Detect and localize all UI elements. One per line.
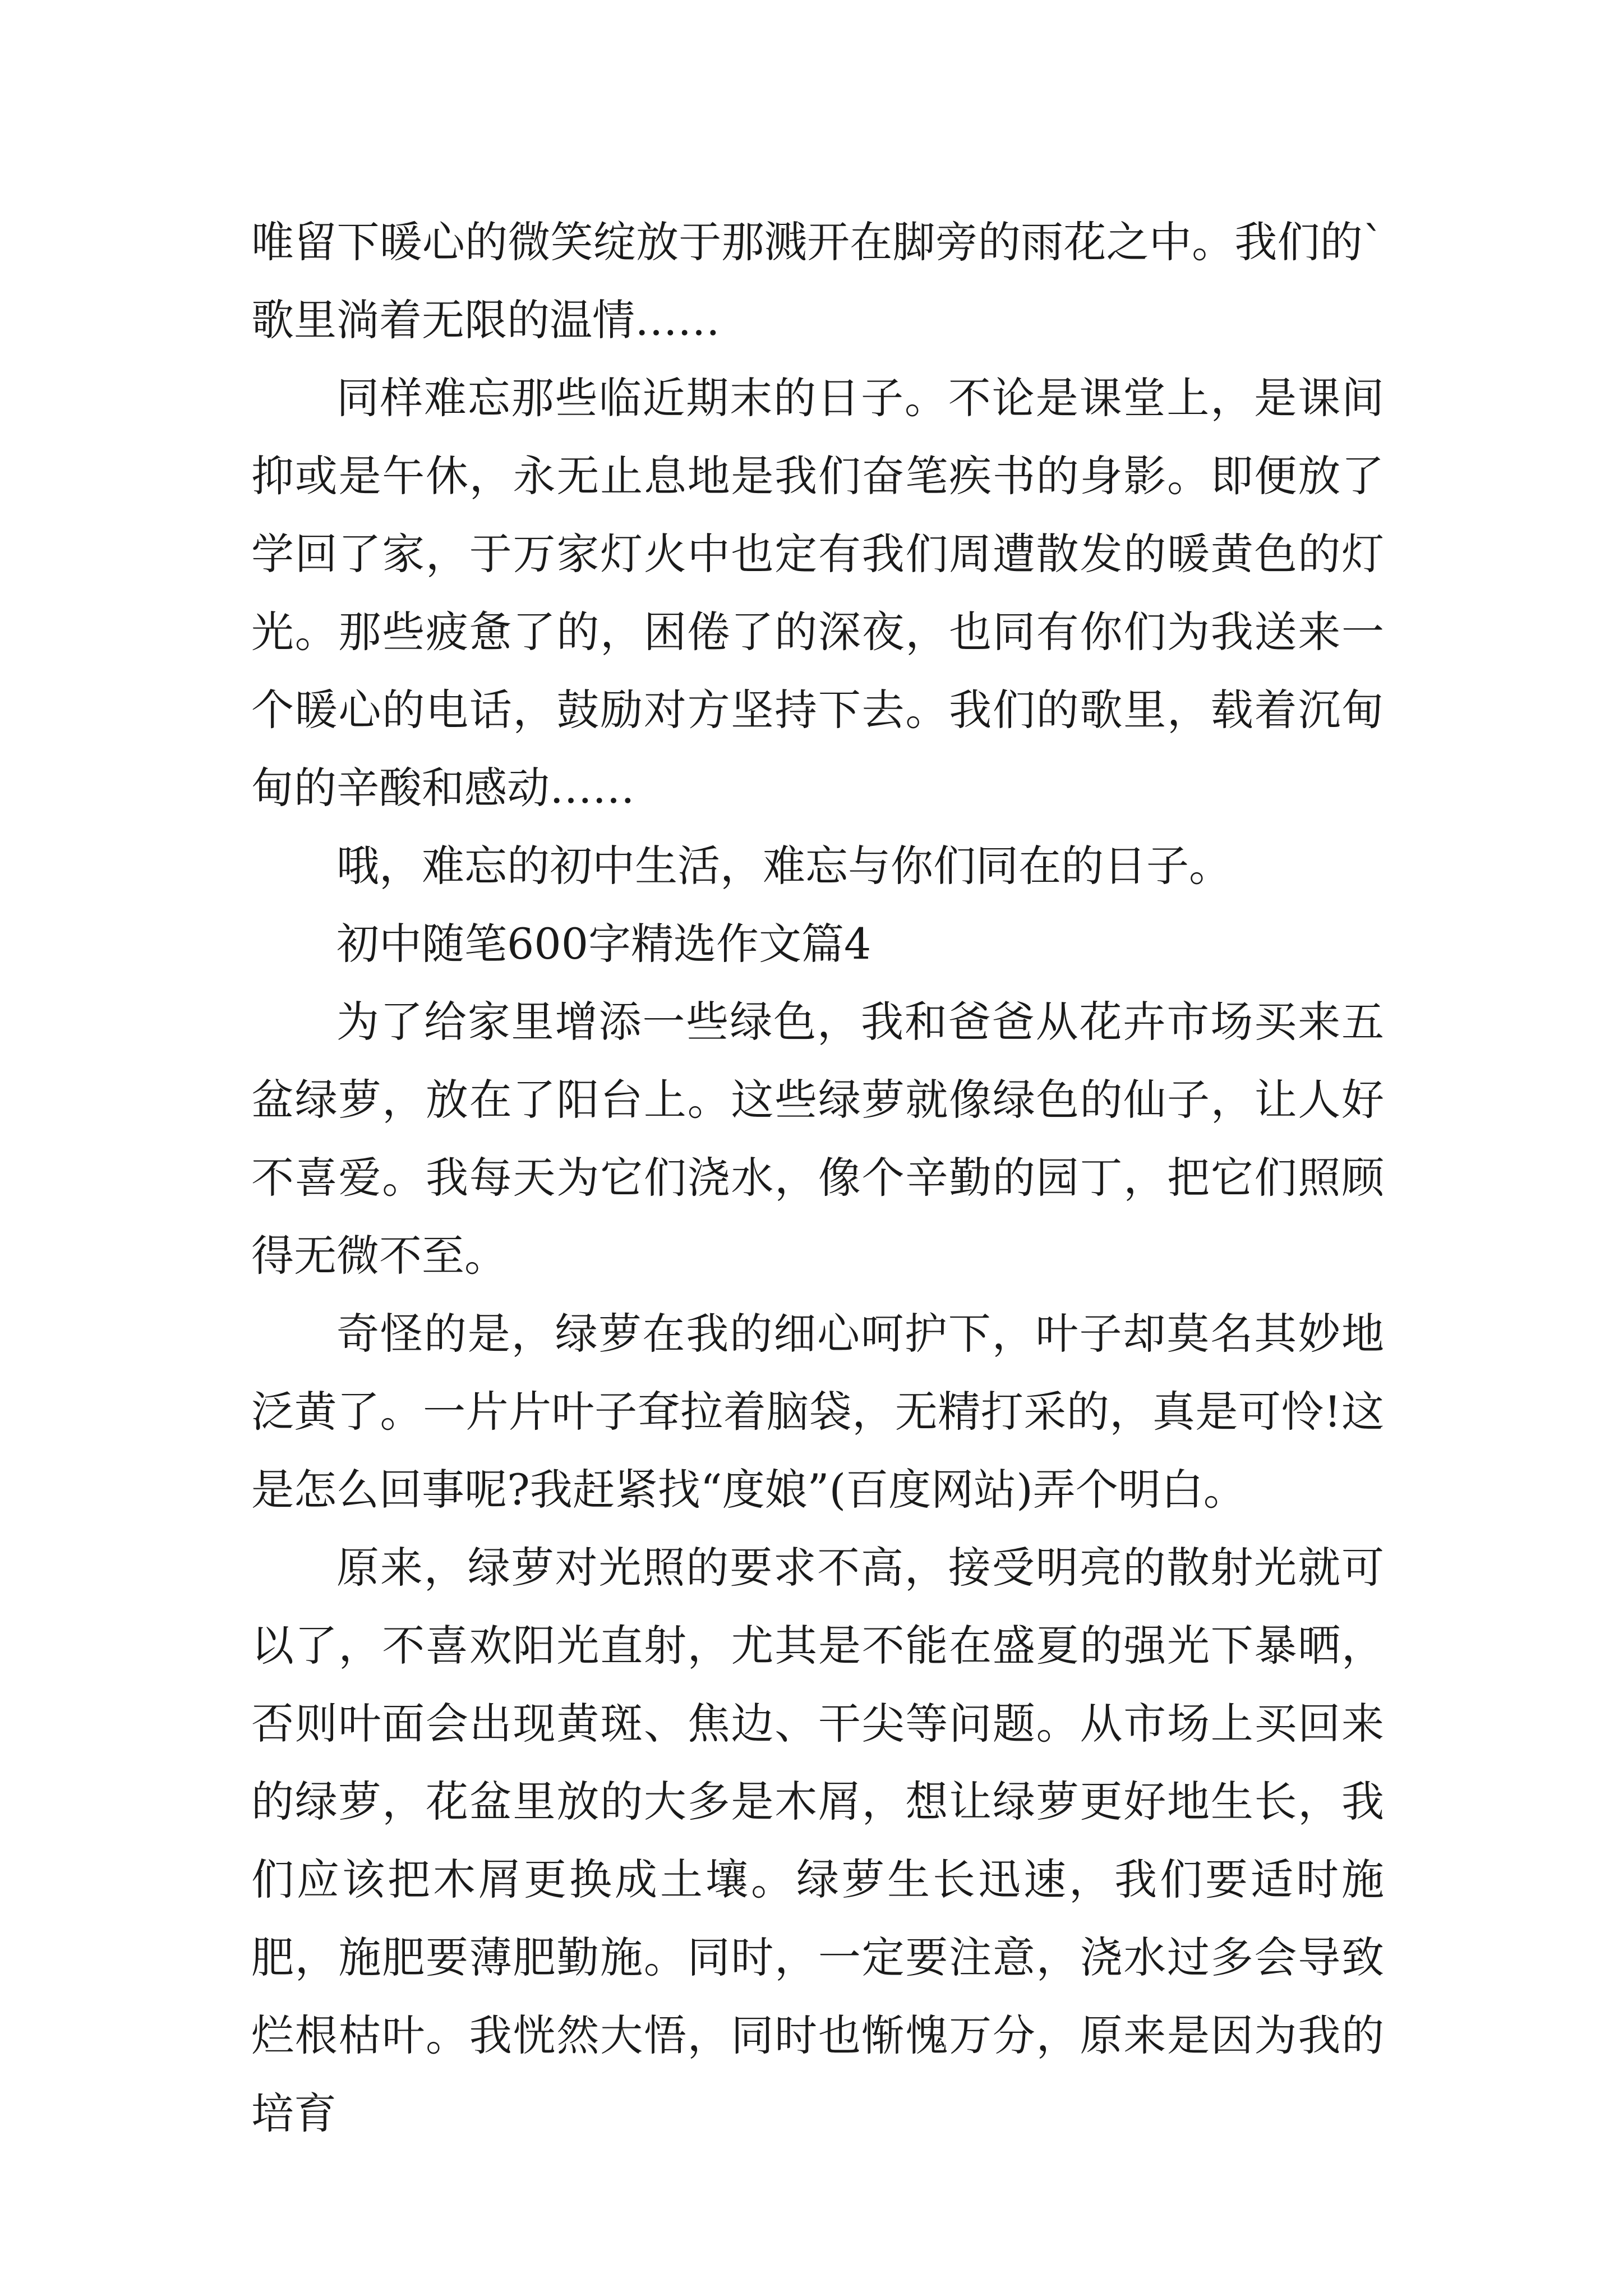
section-heading: 初中随笔600字精选作文篇4 [336, 919, 872, 969]
paragraph-2: 同样难忘那些临近期末的日子。不论是课堂上，是课间抑或是午休，永无止息地是我们奋笔疾书的身影。即便放了学回了家，于万家灯火中也定有我们周遭散发的暖黄色的灯光。那些疲惫了的，困倦了的深夜，也同有你们为我送来一个暖心的电话，鼓励对方坚持下去。我们的歌里，载着沉甸甸的辛酸和感动…… [251, 373, 1384, 813]
paragraph-5: 奇怪的是，绿萝在我的细心呵护下，叶子却莫名其妙地泛黄了。一片片叶子耷拉着脑袋，无精打采的，真是可怜!这是怎么回事呢?我赶紧找“度娘”(百度网站)弄个明白。 [251, 1309, 1384, 1515]
paragraph-1: 唯留下暖心的微笑绽放于那溅开在脚旁的雨花之中。我们的`歌里淌着无限的温情…… [251, 217, 1384, 345]
document-body [251, 203, 1384, 2152]
paragraph-6: 原来，绿萝对光照的要求不高，接受明亮的散射光就可以了，不喜欢阳光直射，尤其是不能在盛夏的强光下暴晒，否则叶面会出现黄斑、焦边、干尖等问题。从市场上买回来的绿萝，花盆里放的大多是木屑，想让绿萝更好地生长，我们应该把木屑更换成土壤。绿萝生长迅速，我们要适时施肥，施肥要薄肥勤施。同时，一定要注意，浇水过多会导致烂根枯叶。我恍然大悟，同时也惭愧万分，原来是因为我的培育 [251, 1543, 1384, 2138]
paragraph-3: 哦，难忘的初中生活，难忘与你们同在的日子。 [336, 841, 1232, 891]
paragraph-4: 为了给家里增添一些绿色，我和爸爸从花卉市场买来五盆绿萝，放在了阳台上。这些绿萝就像绿色的仙子，让人好不喜爱。我每天为它们浇水，像个辛勤的园丁，把它们照顾得无微不至。 [251, 997, 1384, 1281]
